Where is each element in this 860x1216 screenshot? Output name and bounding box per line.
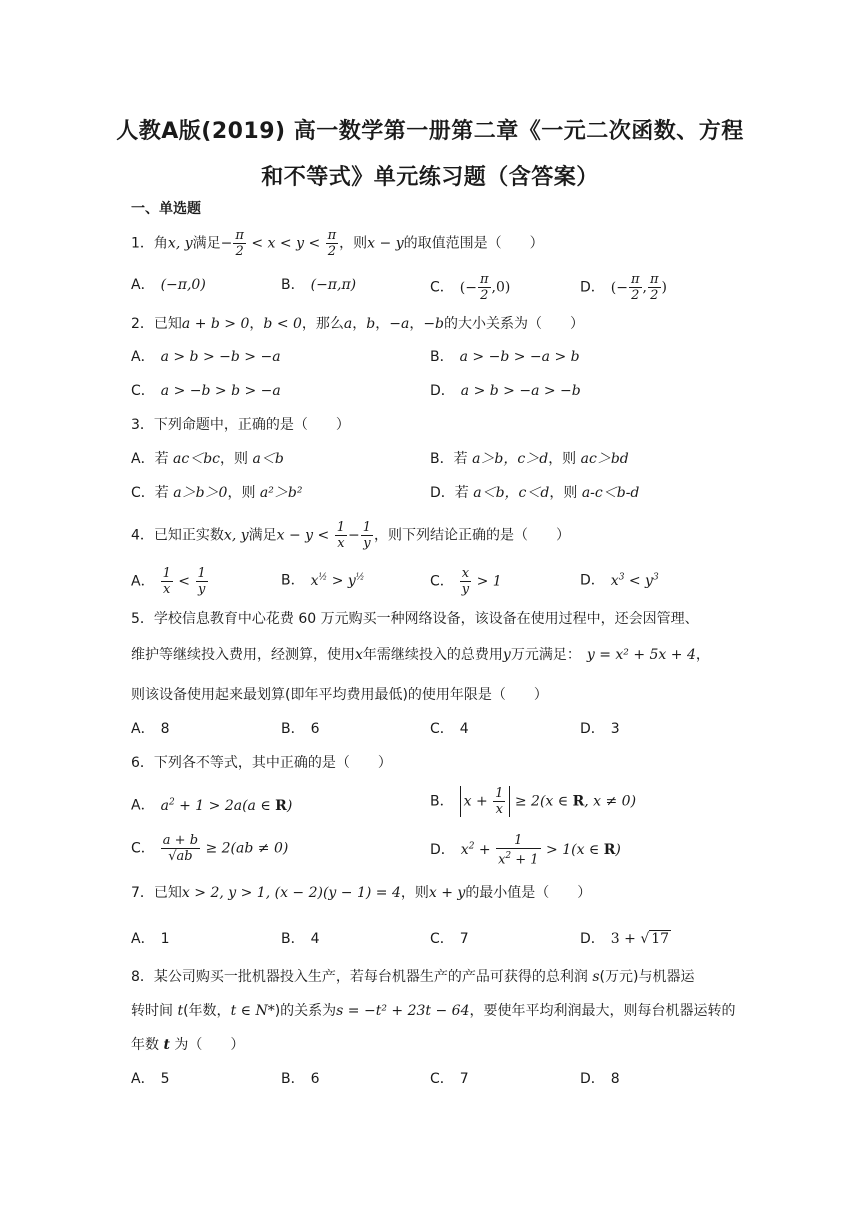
section-heading: 一、单选题 (131, 201, 201, 217)
q8-option-a: A． 5 (131, 1071, 170, 1087)
q7-option-d: D． 3 + √ 17 (580, 931, 670, 947)
q6-option-b: B． x + $\frac{1}{x}$ ≥ 2(x ∈ R, x ≠ 0) (430, 786, 637, 817)
q3-option-d: D．若 a＜b，c＜d，则 a-c＜b-d (430, 485, 640, 501)
question-5-line1: 5．学校信息教育中心花费 60 万元购买一种网络设备，该设备在使用过程中，还会因管理、 (131, 611, 699, 627)
q6-option-c: C． $\frac{a + b}{√ab}$ ≥ 2(ab ≠ 0) (131, 833, 289, 864)
question-8-line2: 转时间 t(年数，t ∈ N*)的关系为s = −t² + 23t − 64，要使年平均利润最大，则每台机器运转的 (131, 1003, 736, 1019)
q4-option-b: B． $x^{\frac{1}{2}} > y^{\frac{1}{2}}$ (281, 572, 365, 589)
q4-option-d: D． $x^3 < y^3$ (580, 572, 659, 589)
q6-option-a: A． $a^2 + 1 > 2a(a$ ∈ R) (131, 797, 293, 814)
q5-option-b: B． 6 (281, 721, 320, 737)
q7-option-a: A． 1 (131, 931, 170, 947)
q2-option-a: A． a > b > −b > −a (131, 349, 281, 365)
q2-option-b: B． a > −b > −a > b (430, 349, 580, 365)
q4-option-c: C． $\frac{x}{y}$ > 1 (430, 566, 502, 597)
doc-title-line1: 人教A版(2019) 高一数学第一册第二章《一元二次函数、方程 (116, 119, 744, 144)
q5-option-d: D． 3 (580, 721, 620, 737)
q1-option-d: D． (− $\frac{\pi}{2}$ , $\frac{\pi}{2}$ ) (580, 272, 667, 303)
question-4: 4．已知正实数x, y满足x − y < $\frac{1}{x}$ − $\frac{1}{y}$ ，则下列结论正确的是（ ） (131, 520, 571, 551)
q7-option-c: C． 7 (430, 931, 469, 947)
q8-option-c: C． 7 (430, 1071, 469, 1087)
question-5-line2: 维护等继续投入费用，经测算，使用x年需继续投入的总费用y万元满足： y = x² + 5x + 4， (131, 647, 710, 663)
q2-option-d: D． a > b > −a > −b (430, 383, 581, 399)
doc-title-line2: 和不等式》单元练习题（含答案） (261, 165, 599, 190)
q5-option-c: C． 4 (430, 721, 469, 737)
question-5-line3: 则该设备使用起来最划算(即年平均费用最低)的使用年限是（ ） (131, 687, 548, 703)
q3-option-c: C．若 a＞b＞0，则 a²＞b² (131, 485, 303, 501)
question-1: 1．角x, y满足− $\frac{\pi}{2}$ < x < y < $\frac{\pi}{2}$ ，则x − y的取值范围是（ ） (131, 228, 544, 259)
question-6: 6．下列各不等式，其中正确的是（ ） (131, 755, 392, 771)
question-8-line3: 年数 t 为（ ） (131, 1037, 245, 1053)
q3-option-b: B．若 a＞b，c＞d，则 ac＞bd (430, 451, 629, 467)
q3-option-a: A．若 ac＜bc，则 a＜b (131, 451, 284, 467)
question-8-line1: 8．某公司购买一批机器投入生产，若每台机器生产的产品可获得的总利润 s(万元)与机器运 (131, 969, 695, 985)
question-2: 2．已知a + b > 0，b < 0，那么a，b，−a，−b的大小关系为（ ） (131, 316, 585, 332)
q1-option-b: B． (−π,π) (281, 277, 357, 293)
q4-option-a: A． $\frac{1}{x}$ < $\frac{1}{y}$ (131, 566, 206, 597)
q5-option-a: A． 8 (131, 721, 170, 737)
q1-option-a: A． (−π,0) (131, 277, 206, 293)
q8-option-d: D． 8 (580, 1071, 620, 1087)
q8-option-b: B． 6 (281, 1071, 320, 1087)
q6-option-d: D． $x^2$ + $\frac{1}{x^2 + 1}$ > 1(x ∈ R) (430, 833, 621, 868)
question-7: 7．已知x > 2, y > 1, (x − 2)(y − 1) = 4，则x + y的最小值是（ ） (131, 885, 592, 901)
q7-option-b: B． 4 (281, 931, 320, 947)
question-3: 3．下列命题中，正确的是（ ） (131, 417, 350, 433)
q1-option-c: C． (− $\frac{\pi}{2}$ ,0) (430, 272, 511, 303)
q2-option-c: C． a > −b > b > −a (131, 383, 281, 399)
